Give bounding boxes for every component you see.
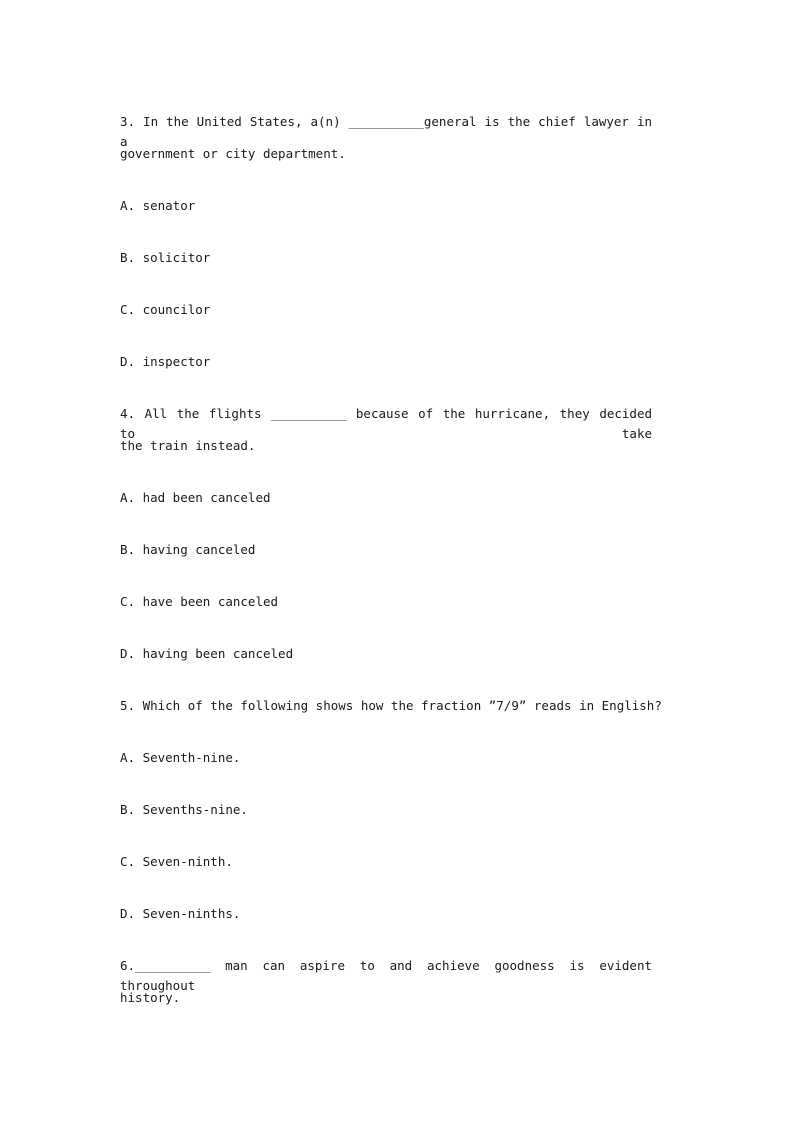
question-4-option-c: C. have been canceled (120, 594, 279, 609)
question-5-option-c: C. Seven-ninth. (120, 854, 233, 869)
question-6-stem-line-1: 6.__________ man can aspire to and achieve goodness is evident throughout (120, 958, 652, 993)
question-5-option-b: B. Sevenths-nine. (120, 802, 248, 817)
question-4 (120, 404, 680, 664)
question-3 (120, 112, 680, 372)
question-5-option-d: D. Seven-ninths. (120, 906, 241, 921)
question-5 (120, 696, 680, 924)
question-3-option-d: D. inspector (120, 354, 211, 369)
question-6 (120, 956, 680, 1008)
question-3-stem-line-1: 3. In the United States, a(n) __________general is the chief lawyer in a (120, 114, 652, 149)
question-4-stem-line-1: 4. All the flights __________ because of the hurricane, they decided to take (120, 406, 652, 441)
question-5-stem-line-1: 5. Which of the following shows how the fraction ”7/9” reads in English? (120, 698, 662, 713)
question-4-option-d: D. having been canceled (120, 646, 294, 661)
question-4-option-a: A. had been canceled (120, 490, 271, 505)
question-4-stem-line-2: the train instead. (120, 438, 256, 453)
document-page (120, 112, 680, 1008)
question-4-option-b: B. having canceled (120, 542, 256, 557)
question-3-option-a: A. senator (120, 198, 196, 213)
question-6-stem-line-2: history. (120, 990, 181, 1005)
question-3-option-b: B. solicitor (120, 250, 211, 265)
question-3-stem-line-2: government or city department. (120, 146, 346, 161)
question-5-option-a: A. Seventh-nine. (120, 750, 241, 765)
question-3-option-c: C. councilor (120, 302, 211, 317)
